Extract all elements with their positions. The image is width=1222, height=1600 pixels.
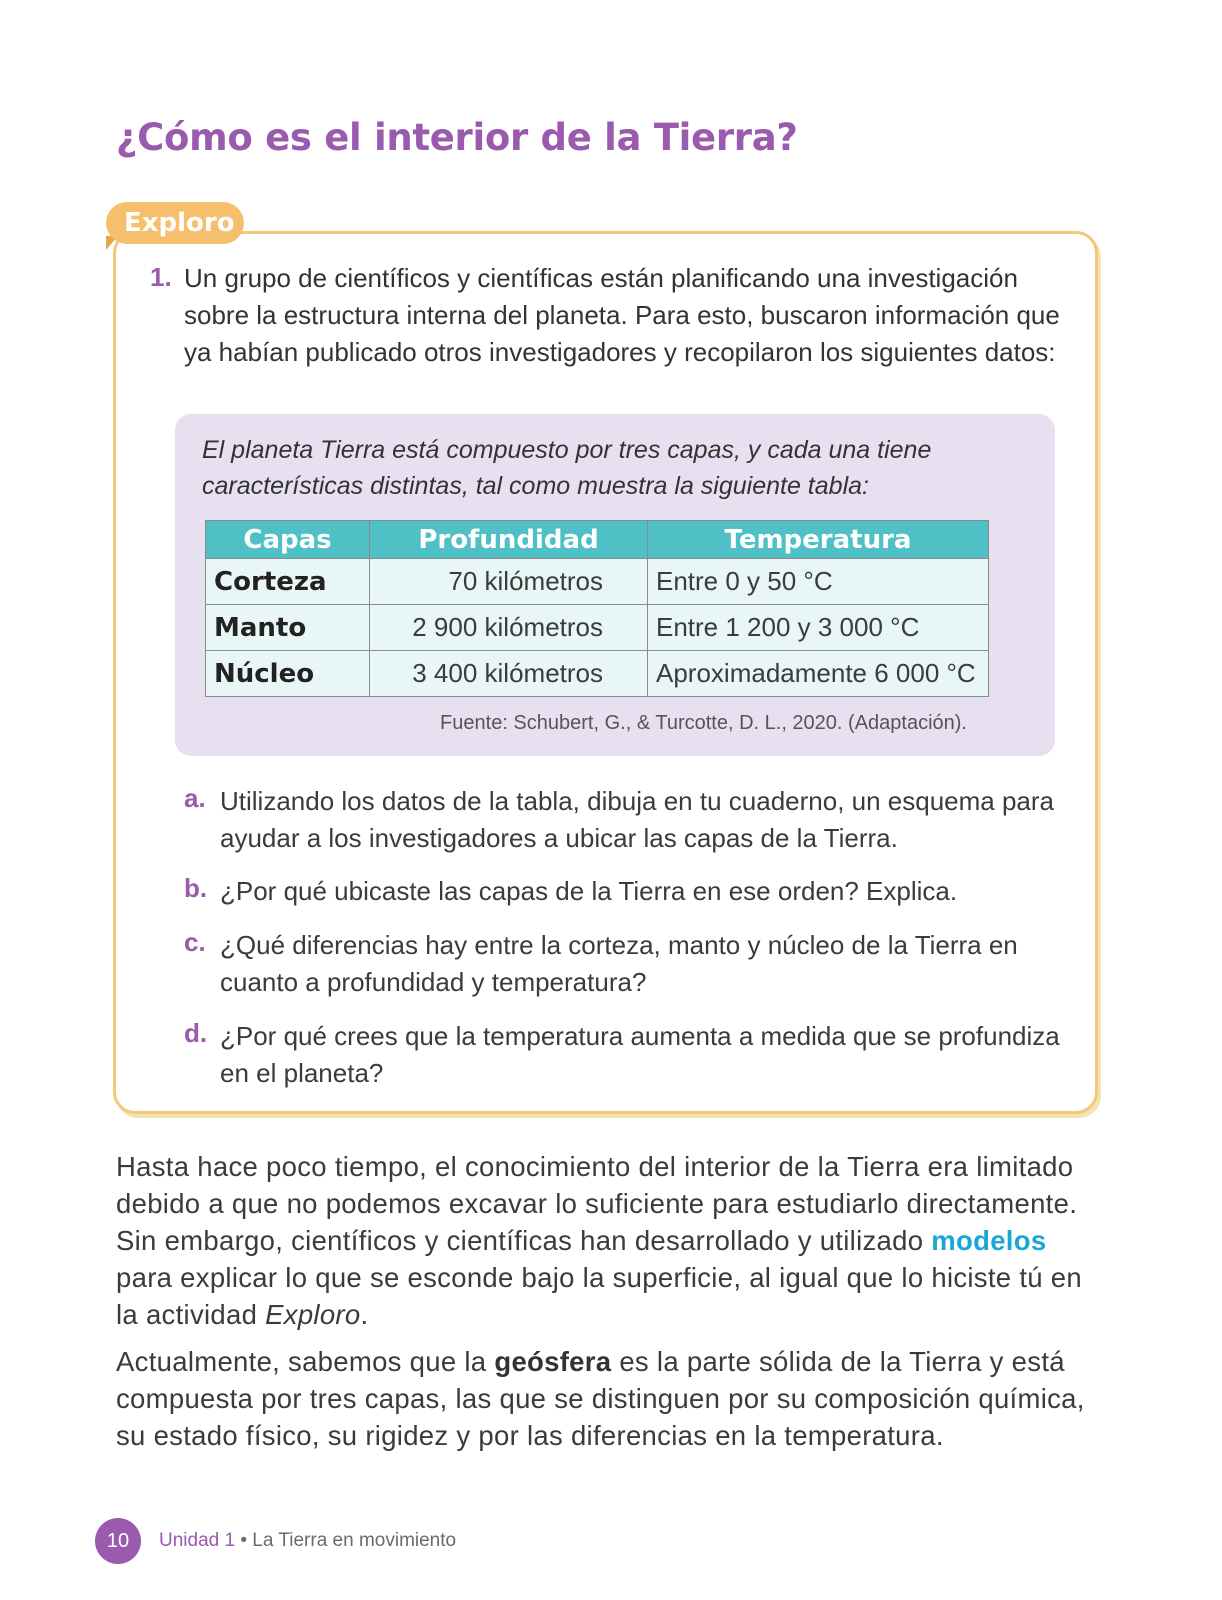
table-row bbox=[206, 605, 989, 651]
table-row bbox=[206, 559, 989, 605]
table-source: Fuente: Schubert, G., & Turcotte, D. L., 2020. (Adaptación). bbox=[440, 712, 967, 734]
layer-name: Corteza bbox=[206, 559, 370, 605]
panel-intro: El planeta Tierra está compuesto por tres capas, y cada una tiene características distintas, tal como muestra la siguiente tabla: bbox=[202, 436, 932, 500]
sub-question-letter: c. bbox=[184, 927, 206, 957]
footer-unit-name: Unidad 1 bbox=[159, 1530, 236, 1551]
body-text: para explicar lo que se esconde bajo la superficie, al igual que lo hiciste tú en la actividad bbox=[116, 1262, 1082, 1330]
body-text: Actualmente, sabemos que la bbox=[116, 1346, 495, 1377]
layer-depth: 70 kilómetros bbox=[370, 559, 648, 605]
body-text: Hasta hace poco tiempo, el conocimiento del interior de la Tierra era limitado debido a que no podemos excavar lo suficiente para estudiarlo directamente. Sin embargo, científicos y científicas han desarrollado y utilizado bbox=[116, 1151, 1078, 1256]
table-row bbox=[206, 651, 989, 697]
keyword-geosphere: geósfera bbox=[494, 1346, 612, 1377]
sub-question-letter: a. bbox=[184, 783, 206, 813]
layer-depth: 3 400 kilómetros bbox=[370, 651, 648, 697]
earth-layers-table bbox=[205, 520, 989, 697]
layer-depth: 2 900 kilómetros bbox=[370, 605, 648, 651]
body-paragraph-2 bbox=[116, 1343, 1101, 1454]
layer-temperature: Aproximadamente 6 000 °C bbox=[648, 651, 989, 697]
layer-temperature: Entre 0 y 50 °C bbox=[648, 559, 989, 605]
page-number: 10 bbox=[95, 1518, 141, 1564]
keyword-models: modelos bbox=[931, 1225, 1047, 1256]
layer-name: Núcleo bbox=[206, 651, 370, 697]
question-text: Un grupo de científicos y científicas están planificando una investigación sobre la estructura interna del planeta. Para esto, buscaron información que ya habían publicado otros investigadores y recopilaron los siguientes datos: bbox=[184, 263, 1060, 367]
sub-question-letter: b. bbox=[184, 873, 208, 903]
explore-tag: Exploro bbox=[106, 202, 244, 244]
footer-unit bbox=[159, 1530, 456, 1552]
layer-name: Manto bbox=[206, 605, 370, 651]
footer-unit-title: La Tierra en movimiento bbox=[252, 1530, 457, 1551]
sub-question-text: ¿Por qué ubicaste las capas de la Tierra en ese orden? Explica. bbox=[220, 876, 958, 906]
sub-question-text: ¿Qué diferencias hay entre la corteza, manto y núcleo de la Tierra en cuanto a profundidad y temperatura? bbox=[220, 930, 1018, 997]
sub-question-text: ¿Por qué crees que la temperatura aumenta a medida que se profundiza en el planeta? bbox=[220, 1021, 1060, 1088]
sub-question-letter: d. bbox=[184, 1018, 208, 1048]
body-text: es la parte sólida de la Tierra y está compuesta por tres capas, las que se distinguen por su composición química, su estado físico, su rigidez y por las diferencias en la temperatura. bbox=[116, 1346, 1085, 1451]
header-depth: Profundidad bbox=[370, 521, 648, 559]
header-temperature: Temperatura bbox=[648, 521, 989, 559]
header-layers: Capas bbox=[206, 521, 370, 559]
footer-separator: • bbox=[235, 1530, 253, 1551]
page-title: ¿Cómo es el interior de la Tierra? bbox=[116, 116, 798, 159]
question-number: 1. bbox=[150, 262, 172, 292]
table-header-row bbox=[206, 521, 989, 559]
layer-temperature: Entre 1 200 y 3 000 °C bbox=[648, 605, 989, 651]
body-paragraph-1 bbox=[116, 1148, 1101, 1333]
emphasis-exploro: Exploro bbox=[265, 1299, 361, 1330]
sub-question-text: Utilizando los datos de la tabla, dibuja en tu cuaderno, un esquema para ayudar a los investigadores a ubicar las capas de la Tierra. bbox=[220, 786, 1055, 853]
body-text: . bbox=[360, 1299, 369, 1330]
